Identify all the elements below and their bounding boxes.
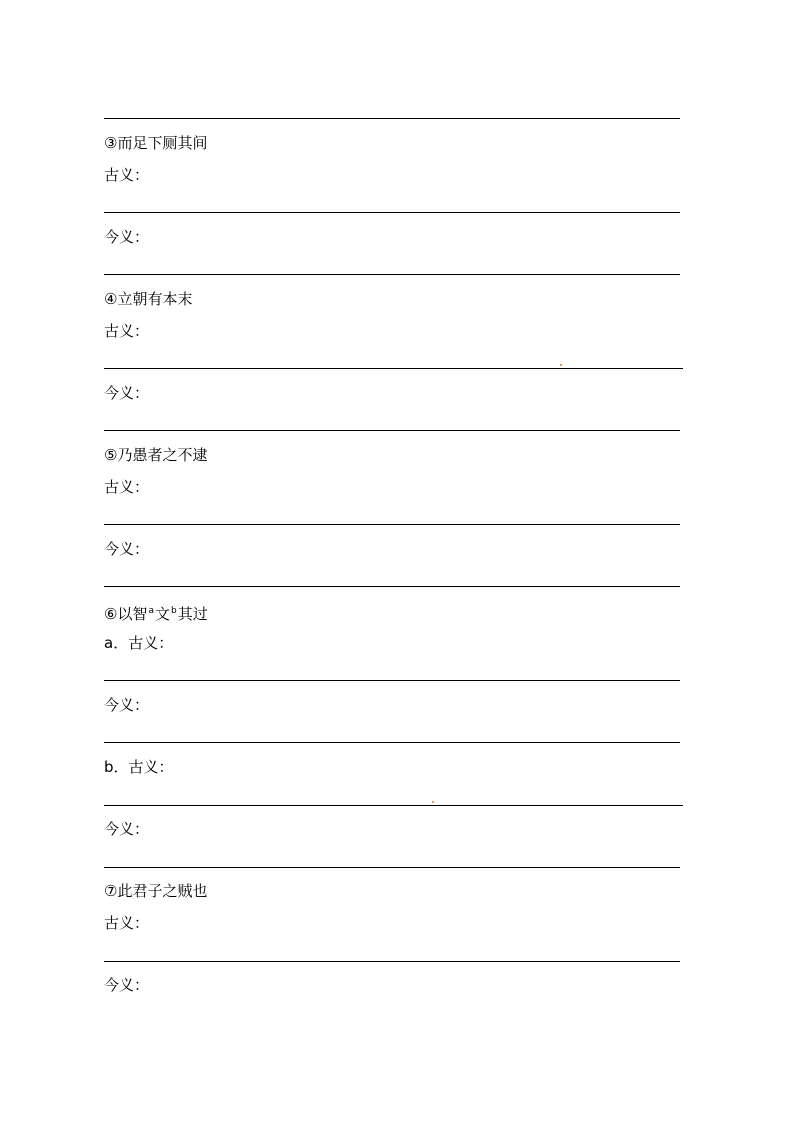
marker-b: b [170, 606, 177, 616]
answer-line [104, 212, 680, 213]
item-4-gu-label: 古义： [104, 322, 150, 340]
item-5-gu-label: 古义： [104, 478, 150, 496]
item-5-heading: ⑤乃愚者之不逮 [104, 446, 208, 464]
answer-line [104, 430, 680, 431]
item-5-jin-label: 今义： [104, 540, 150, 558]
answer-line [104, 586, 680, 587]
stray-mark [560, 364, 562, 366]
stray-mark [432, 801, 434, 803]
item-7-gu-label: 古义： [104, 914, 150, 932]
item-3-gu-label: 古义： [104, 166, 150, 184]
item-6b-jin-label: 今义： [104, 820, 150, 838]
answer-line [104, 524, 680, 525]
answer-line [104, 118, 680, 119]
item-3-jin-label: 今义： [104, 228, 150, 246]
item-6-heading-part2: 文 [154, 605, 170, 623]
item-6-heading [104, 602, 208, 623]
item-6b-gu-label: b．古义： [104, 758, 174, 776]
item-6-heading-part1: ⑥以智 [104, 605, 148, 623]
answer-line [104, 368, 683, 369]
answer-line [104, 805, 683, 806]
marker-a: a [148, 606, 154, 616]
item-6a-jin-label: 今义： [104, 696, 150, 714]
answer-line [104, 961, 680, 962]
item-7-heading: ⑦此君子之贼也 [104, 882, 208, 900]
item-4-jin-label: 今义： [104, 384, 150, 402]
answer-line [104, 680, 680, 681]
item-3-heading: ③而足下厕其间 [104, 134, 208, 152]
item-4-heading: ④立朝有本末 [104, 290, 193, 308]
answer-line [104, 274, 680, 275]
item-6-heading-part3: 其过 [177, 605, 208, 623]
answer-line [104, 742, 680, 743]
item-7-jin-label: 今义： [104, 976, 150, 994]
item-6a-gu-label: a．古义： [104, 634, 174, 652]
answer-line [104, 867, 680, 868]
